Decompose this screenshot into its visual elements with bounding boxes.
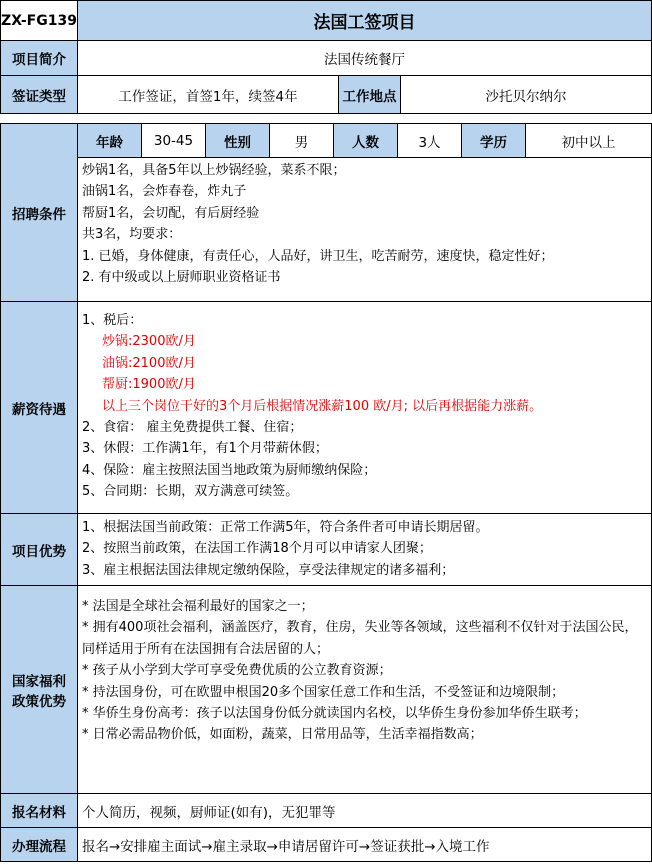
intro-value: 法国传统餐厅	[78, 41, 652, 76]
location-label: 工作地点	[339, 76, 401, 114]
list-item: 2. 有中级或以上厨师职业资格证书	[82, 270, 281, 286]
education-label: 学历	[462, 124, 526, 158]
visa-type-label: 签证类型	[1, 76, 78, 114]
welfare-label: 国家福利 政策优势	[1, 586, 78, 794]
intro-label: 项目简介	[1, 41, 78, 76]
list-item: 1. 已婚，身体健康，有责任心，人品好，讲卫生，吃苦耐劳，速度快，稳定性好；	[82, 248, 554, 264]
age-label: 年龄	[78, 124, 142, 158]
detail-table	[0, 123, 652, 862]
salary-raise-note: 以上三个岗位干好的3个月后根据情况涨薪100 欧/月; 以后再根据能力涨薪。	[102, 398, 543, 414]
age-value: 30-45	[142, 124, 206, 158]
summary-table	[0, 0, 652, 114]
recruit-conditions	[78, 158, 652, 302]
salary-details	[78, 302, 652, 514]
list-item: * 持法国身份，可在欧盟申根国20多个国家任意工作和生活，不受签证和边境限制；	[82, 684, 565, 700]
salary-label: 薪资待遇	[1, 302, 78, 514]
list-item: 3、雇主根据法国法律规定缴纳保险，享受法律规定的诸多福利；	[82, 562, 455, 578]
advantages-label: 项目优势	[1, 514, 78, 586]
list-item: 2、按照当前政策，在法国工作满18个月可以申请家人团聚；	[82, 541, 432, 557]
list-item: * 日常必需品物价低，如面粉，蔬菜，日常用品等，生活幸福指数高；	[82, 727, 483, 743]
list-item: * 法国是全球社会福利最好的国家之一；	[82, 599, 314, 614]
salary-helper: 帮厨:1900欧/月	[102, 377, 196, 393]
list-item: 油锅1名，会炸春卷，炸丸子	[82, 184, 247, 200]
page-title: 法国工签项目	[78, 1, 652, 41]
list-item: * 拥有400项社会福利，涵盖医疗，教育，住房，失业等各领域，这些福利不仅针对于法国公民，同样适用于所有在法国拥有合法居留的人；	[82, 620, 638, 657]
list-item: * 华侨生身份高考：孩子以法国身份低分就读国内名校，以华侨生身份参加华侨生联考；	[82, 706, 587, 722]
materials-value: 个人简历，视频，厨师证(如有)，无犯罪等	[78, 794, 652, 828]
education-value: 初中以上	[526, 124, 652, 158]
location-value: 沙托贝尔纳尔	[401, 76, 652, 114]
list-item: 2、食宿： 雇主免费提供工餐、住宿；	[82, 420, 303, 436]
list-item: 5、合同期：长期，双方满意可续签。	[82, 484, 299, 500]
advantages-list	[78, 514, 652, 586]
salary-wok: 炒锅:2300欧/月	[102, 334, 196, 350]
recruit-label: 招聘条件	[1, 124, 78, 302]
list-item: 炒锅1名，具备5年以上炒锅经验，菜系不限；	[82, 163, 346, 178]
process-value: 报名→安排雇主面试→雇主录取→申请居留许可→签证获批→入境工作	[78, 828, 652, 862]
headcount-label: 人数	[334, 124, 398, 158]
list-item: 1、税后：	[82, 313, 143, 328]
gender-label: 性别	[206, 124, 270, 158]
process-label: 办理流程	[1, 828, 78, 862]
list-item: 帮厨1名，会切配，有后厨经验	[82, 205, 260, 221]
welfare-list	[78, 586, 652, 794]
list-item: 3、休假：工作满1年，有1个月带薪休假；	[82, 441, 328, 457]
gender-value: 男	[270, 124, 334, 158]
list-item: * 孩子从小学到大学可享受免费优质的公立教育资源；	[82, 663, 392, 679]
materials-label: 报名材料	[1, 794, 78, 828]
visa-type-value: 工作签证，首签1年，续签4年	[78, 76, 339, 114]
list-item: 1、根据法国当前政策：正常工作满5年，符合条件者可申请长期居留。	[82, 520, 489, 535]
project-code: ZX-FG139	[1, 1, 78, 41]
list-item: 共3名，均要求：	[82, 227, 182, 243]
list-item: 4、保险：雇主按照法国当地政策为厨师缴纳保险；	[82, 462, 377, 478]
headcount-value: 3人	[398, 124, 462, 158]
salary-fryer: 油锅:2100欧/月	[102, 355, 196, 371]
